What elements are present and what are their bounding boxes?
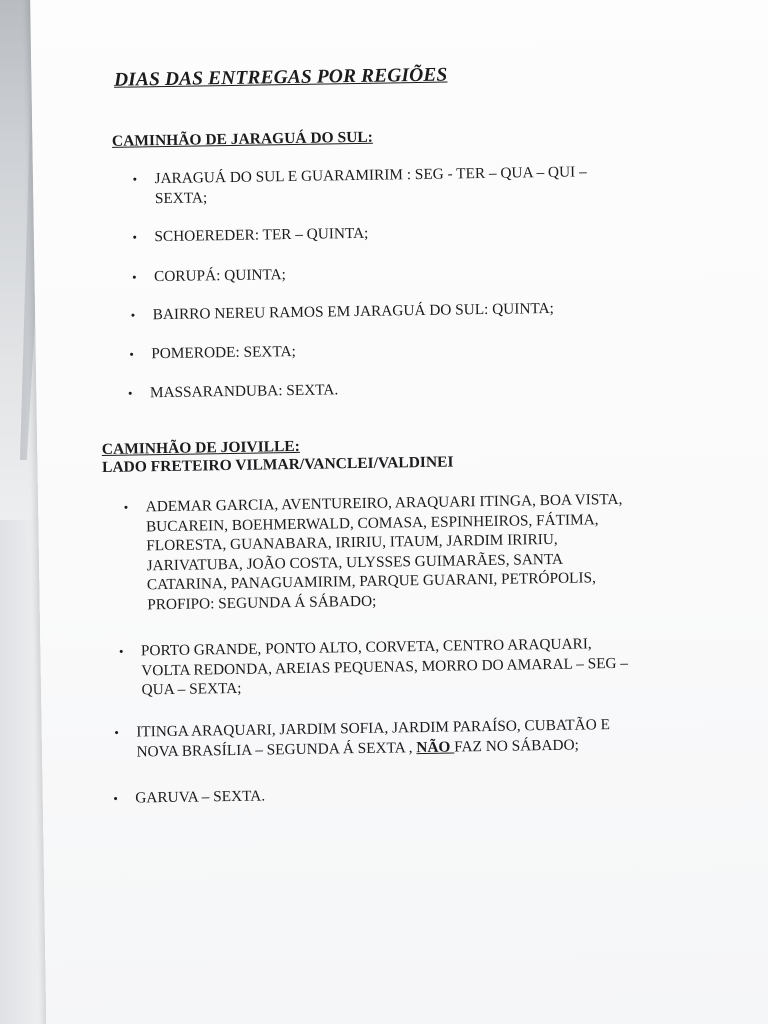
list-item <box>135 786 265 808</box>
list-item-line: ITINGA ARAQUARI, JARDIM SOFIA, JARDIM PARAÍSO, CUBATÃO E <box>136 716 611 741</box>
list-item-line: BUCAREIN, BOEHMERWALD, COMASA, ESPINHEIROS, FÁTIMA, <box>145 510 599 535</box>
list-item <box>151 342 296 364</box>
list-item <box>150 380 339 403</box>
bullet-icon: • <box>114 724 119 740</box>
list-item-line-tail: FAZ NO SÁBADO; <box>454 736 579 756</box>
list-item-line: MASSARANDUBA: SEXTA. <box>149 381 339 402</box>
bullet-icon: • <box>132 229 138 245</box>
section-heading-joinville <box>102 435 454 477</box>
list-item-line: CATARINA, PANAGUAMIRIM, PARQUE GUARANI, PETRÓPOLIS, <box>146 569 596 594</box>
list-item-line: GARUVA – SEXTA. <box>135 787 266 807</box>
bullet-icon: • <box>127 385 133 401</box>
list-item-line: POMERODE: SEXTA; <box>151 342 296 363</box>
bullet-icon: • <box>131 269 137 285</box>
bullet-icon: • <box>129 346 134 362</box>
list-item-line: SCHOEREDER: TER – QUINTA; <box>154 224 369 246</box>
list-item <box>154 265 286 287</box>
section-heading-jaragua <box>112 129 373 151</box>
bullet-icon: • <box>123 499 129 515</box>
list-item <box>146 490 624 615</box>
list-item-line: CORUPÁ: QUINTA; <box>153 266 286 286</box>
list-item-line: JARAGUÁ DO SUL E GUARAMIRIM : SEG - TER – QUA – QUI – <box>154 163 587 188</box>
list-item <box>154 224 368 247</box>
list-item-line: VOLTA REDONDA, AREIAS PEQUENAS, MORRO DO AMARAL – SEG – <box>141 654 629 680</box>
list-item <box>153 299 554 325</box>
list-item <box>136 715 610 762</box>
list-item-line: JARIVATUBA, JOÃO COSTA, ULYSSES GUIMARÃES, SANTA <box>146 550 564 575</box>
bullet-icon: • <box>130 307 136 323</box>
list-item-line: FLORESTA, GUANABARA, IRIRIU, ITAUM, JARDIM IRIRIU, <box>146 531 558 555</box>
list-item-line: ADEMAR GARCIA, AVENTUREIRO, ARAQUARI ITINGA, BOA VISTA, <box>145 490 623 516</box>
list-item-line-text: NOVA BRASÍLIA – SEGUNDA Á SEXTA , <box>136 738 417 761</box>
list-item-line: SEXTA; <box>154 188 208 207</box>
bullet-icon: • <box>113 790 118 806</box>
list-item-line: BAIRRO NEREU RAMOS EM JARAGUÁ DO SUL: QUINTA; <box>152 299 554 324</box>
emphasis-nao: NÃO <box>416 738 455 756</box>
section-subheading: LADO FRETEIRO VILMAR/VANCLEI/VALDINEI <box>101 453 454 477</box>
bullet-icon: • <box>132 171 138 187</box>
document-title: DIAS DAS ENTREGAS POR REGIÕES <box>113 64 448 91</box>
section-heading-jaragua-text: CAMINHÃO DE JARAGUÁ DO SUL: <box>111 128 373 150</box>
bullet-icon: • <box>118 643 124 659</box>
list-item <box>141 634 629 700</box>
section-heading-joinville-text: CAMINHÃO DE JOIVILLE: <box>101 437 300 459</box>
list-item-line: QUA – SEXTA; <box>141 680 242 699</box>
list-item-line: PORTO GRANDE, PONTO ALTO, CORVETA, CENTRO ARAQUARI, <box>140 635 592 660</box>
list-item-line: PROFIPO: SEGUNDA Á SÁBADO; <box>147 592 377 614</box>
list-item <box>154 162 587 208</box>
